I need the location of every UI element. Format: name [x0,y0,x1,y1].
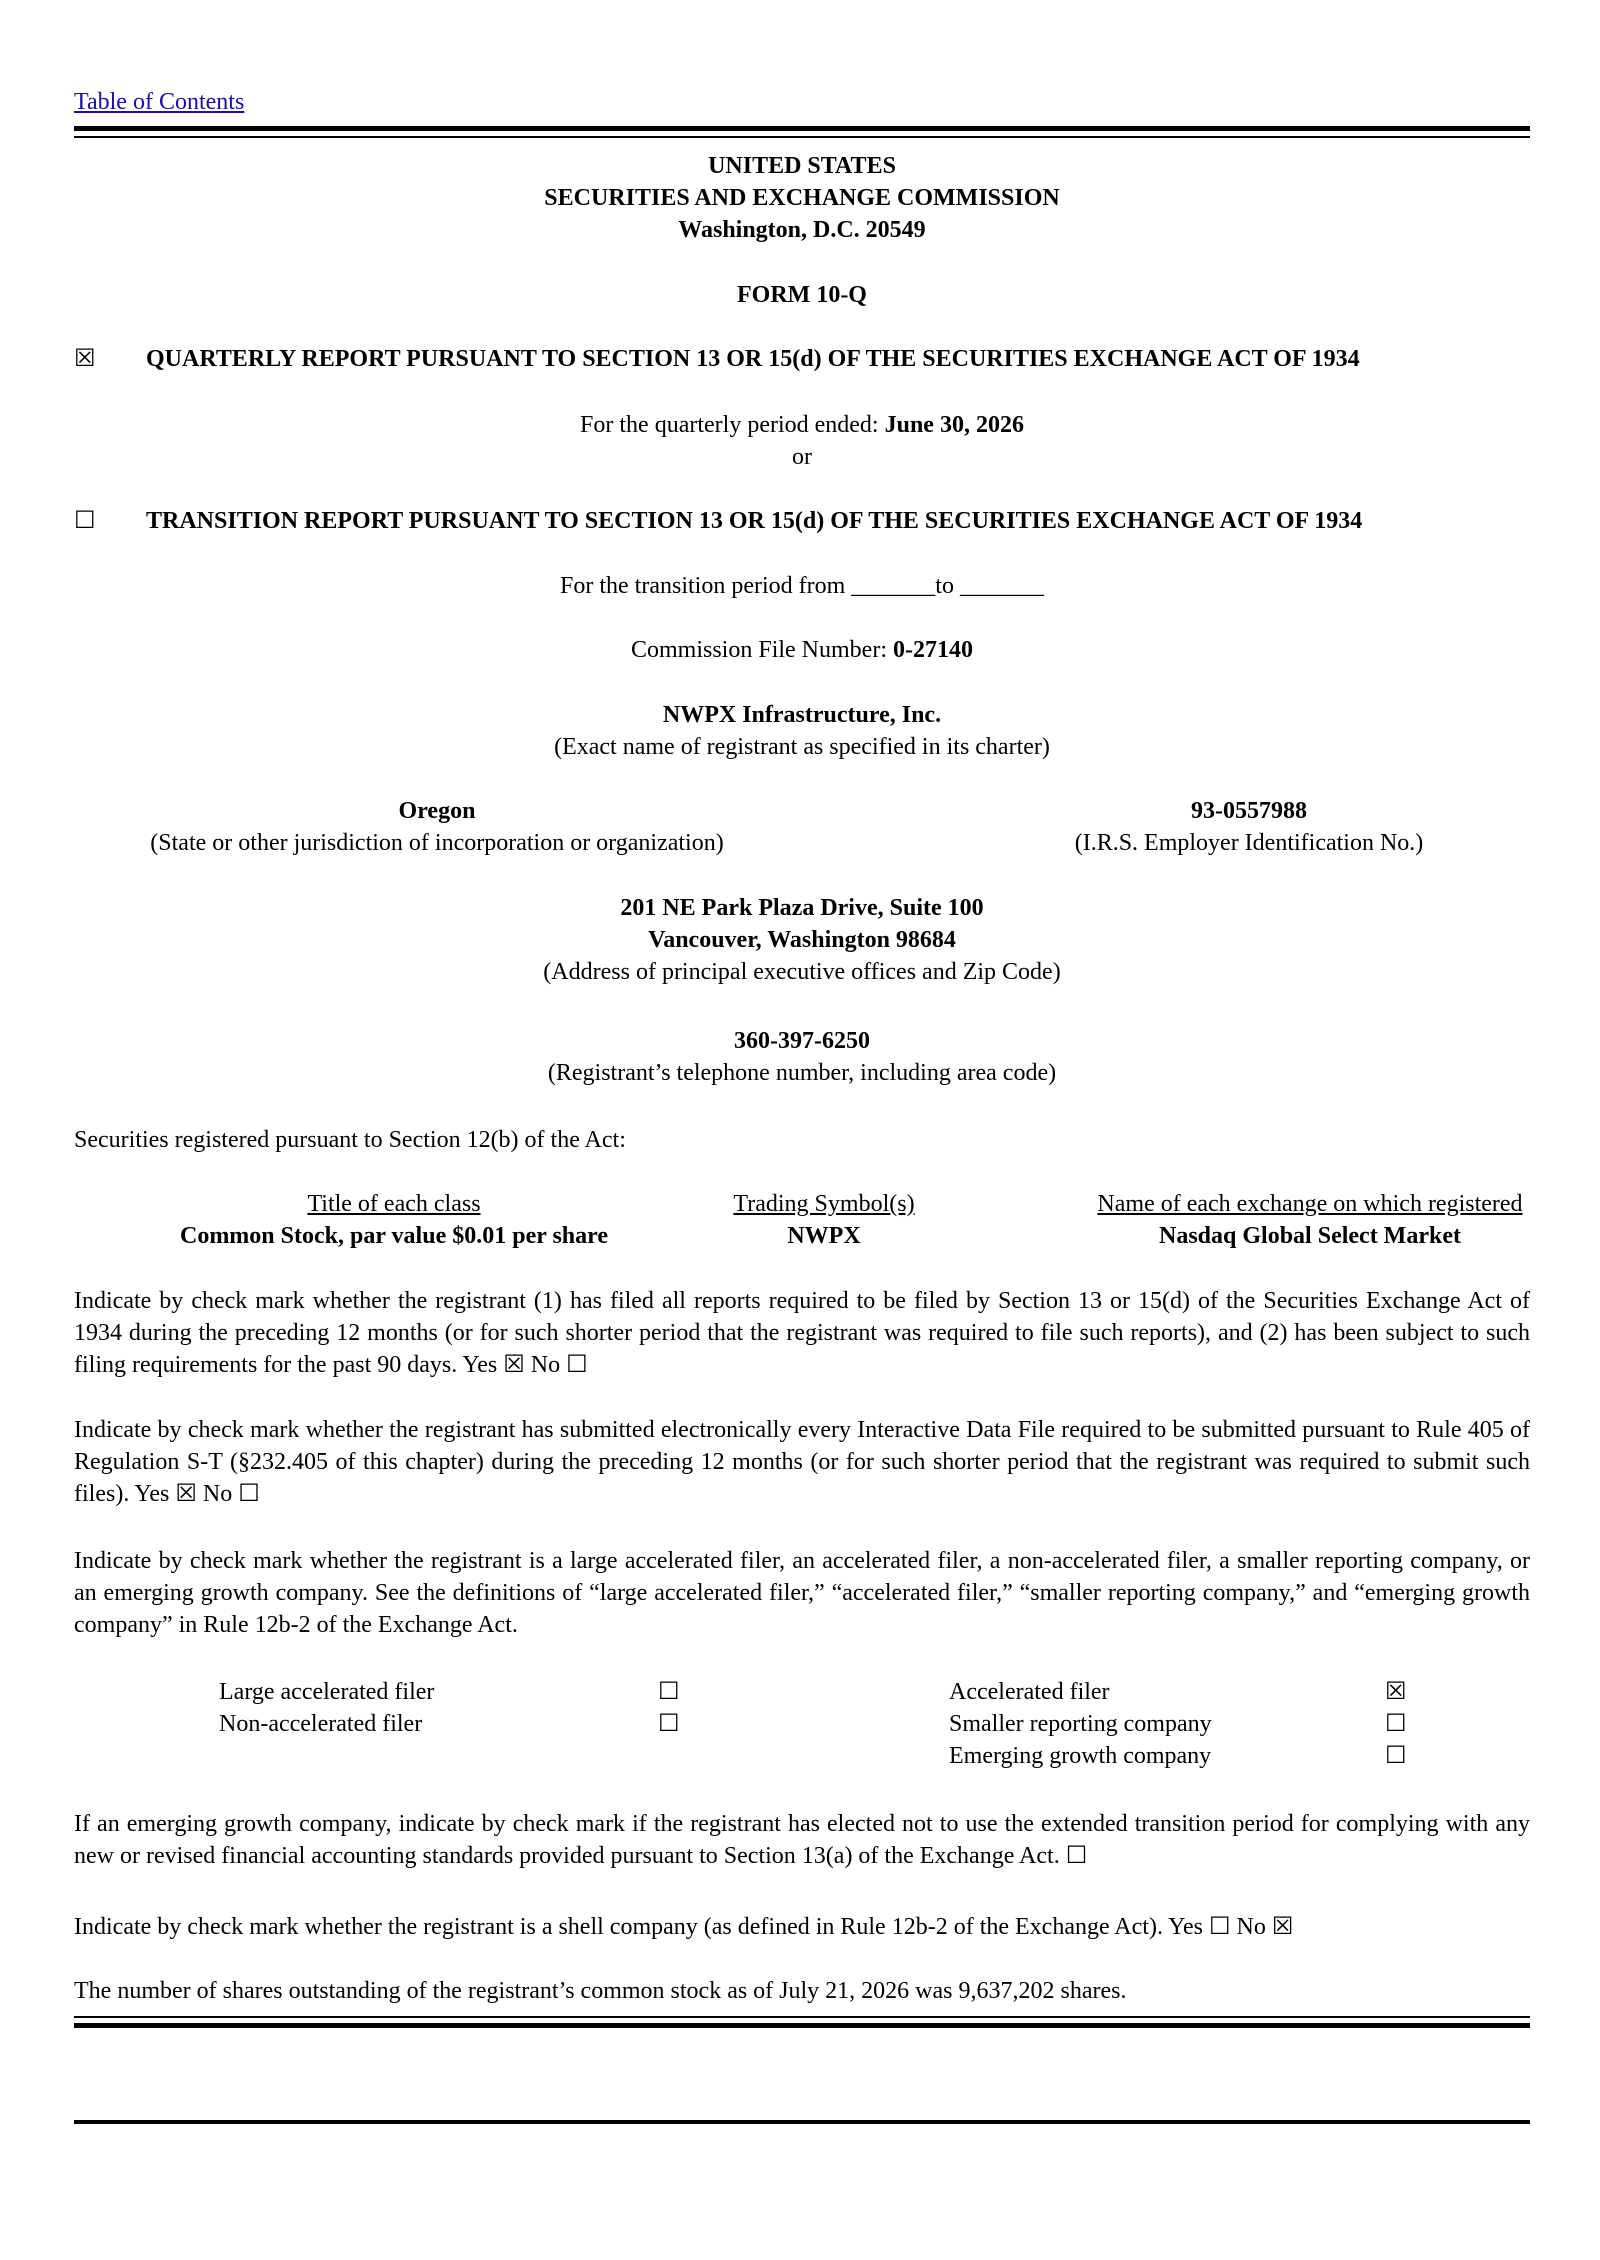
smaller-reporting-company-checkbox[interactable]: ☐ [1385,1711,1407,1737]
securities-intro: Securities registered pursuant to Section 12(b) of the Act: [74,1127,626,1153]
header-rule-thick [74,126,1530,131]
footer-rule-thick [74,2023,1530,2028]
securities-header-symbol: Trading Symbol(s) [733,1191,915,1217]
commission-number: 0-27140 [893,637,973,663]
form-title: FORM 10-Q [737,282,867,308]
securities-row-symbol: NWPX [787,1223,861,1249]
registrant-name-caption: (Exact name of registrant as specified in its charter) [554,734,1050,760]
ein-caption: (I.R.S. Employer Identification No.) [1074,830,1424,856]
registrant-name: NWPX Infrastructure, Inc. [662,702,942,728]
filing-compliance-paragraph: Indicate by check mark whether the registrant (1) has filed all reports required to be filed by Section 13 or 15(d) of the Securities Exchange Act of 1934 during the preceding 12 months (or for such shorter period that the registrant was required to file such reports), and (2) has been subject to such filing requirements for the past 90 days. Yes ☒ No ☐ [74,1288,1530,1378]
phone-caption: (Registrant’s telephone number, including area code) [547,1060,1057,1086]
non-accelerated-filer-checkbox[interactable]: ☐ [658,1711,680,1737]
or-text: or [792,444,812,470]
address-caption: (Address of principal executive offices and Zip Code) [543,959,1061,985]
header-rule-thin [74,136,1530,138]
phone-number: 360-397-6250 [734,1028,870,1054]
filer-status-paragraph: Indicate by check mark whether the registrant is a large accelerated filer, an accelerated filer, a non-accelerated filer, a smaller reporting company, or an emerging growth company. See the definitions of “large accelerated filer,” “accelerated filer,” “smaller reporting company,” and “emerging growth company” in Rule 12b-2 of the Exchange Act. [74,1548,1530,1638]
state-value: Oregon [398,798,476,824]
quarterly-period-prefix: For the quarterly period ended: [580,412,885,438]
accelerated-filer-label: Accelerated filer [949,1679,1110,1705]
large-accelerated-filer-checkbox[interactable]: ☐ [658,1679,680,1705]
table-of-contents-link[interactable]: Table of Contents [74,89,245,115]
transition-report-line [74,505,1530,537]
securities-row-exchange: Nasdaq Global Select Market [1159,1223,1461,1249]
quarterly-checkbox: ☒ [74,346,96,372]
header-united-states: UNITED STATES [708,153,896,179]
emerging-growth-company-checkbox[interactable]: ☐ [1385,1743,1407,1769]
emerging-growth-paragraph: If an emerging growth company, indicate by check mark if the registrant has elected not to use the extended transition period for complying with any new or revised financial accounting standards provided pursuant to Section 13(a) of the Exchange Act. ☐ [74,1811,1530,1869]
non-accelerated-filer-label: Non-accelerated filer [219,1711,423,1737]
quarterly-report-label: QUARTERLY REPORT PURSUANT TO SECTION 13 OR 15(d) OF THE SECURITIES EXCHANGE ACT OF 1934 [146,346,1360,372]
commission-file-number [74,634,1530,666]
commission-prefix: Commission File Number: [630,637,893,663]
accelerated-filer-checkbox[interactable]: ☒ [1385,1679,1407,1705]
transition-report-label: TRANSITION REPORT PURSUANT TO SECTION 13 OR 15(d) OF THE SECURITIES EXCHANGE ACT OF 1934 [146,508,1363,534]
shares-outstanding-paragraph: The number of shares outstanding of the registrant’s common stock as of July 21, 2026 was 9,637,202 shares. [74,1978,1127,2004]
large-accelerated-filer-label: Large accelerated filer [219,1679,435,1705]
header-sec: SECURITIES AND EXCHANGE COMMISSION [544,185,1060,211]
footer-rule-thin [74,2016,1530,2018]
quarterly-report-line [74,343,1530,375]
address-line-1: 201 NE Park Plaza Drive, Suite 100 [620,895,984,921]
address-line-2: Vancouver, Washington 98684 [648,927,956,953]
state-caption: (State or other jurisdiction of incorporation or organization) [150,830,724,856]
page-end-rule [74,2120,1530,2124]
securities-header-title: Title of each class [307,1191,481,1217]
shell-company-paragraph: Indicate by check mark whether the registrant is a shell company (as defined in Rule 12b-2 of the Exchange Act). Yes ☐ No ☒ [74,1914,1294,1940]
smaller-reporting-company-label: Smaller reporting company [949,1711,1212,1737]
securities-row-title: Common Stock, par value $0.01 per share [179,1223,608,1249]
quarterly-period [74,409,1530,441]
emerging-growth-company-label: Emerging growth company [949,1743,1212,1769]
ein-value: 93-0557988 [1191,798,1307,824]
transition-period: For the transition period from _______to _______ [560,573,1044,599]
quarterly-period-date: June 30, 2026 [884,412,1024,438]
transition-checkbox: ☐ [74,508,96,534]
securities-header-exchange: Name of each exchange on which registered [1097,1191,1523,1217]
interactive-data-paragraph: Indicate by check mark whether the registrant has submitted electronically every Interactive Data File required to be submitted pursuant to Rule 405 of Regulation S-T (§232.405 of this chapter) during the preceding 12 months (or for such shorter period that the registrant was required to submit such files). Yes ☒ No ☐ [74,1417,1530,1507]
filer-checkbox-grid [74,1676,1530,1776]
header-washington: Washington, D.C. 20549 [678,217,926,243]
